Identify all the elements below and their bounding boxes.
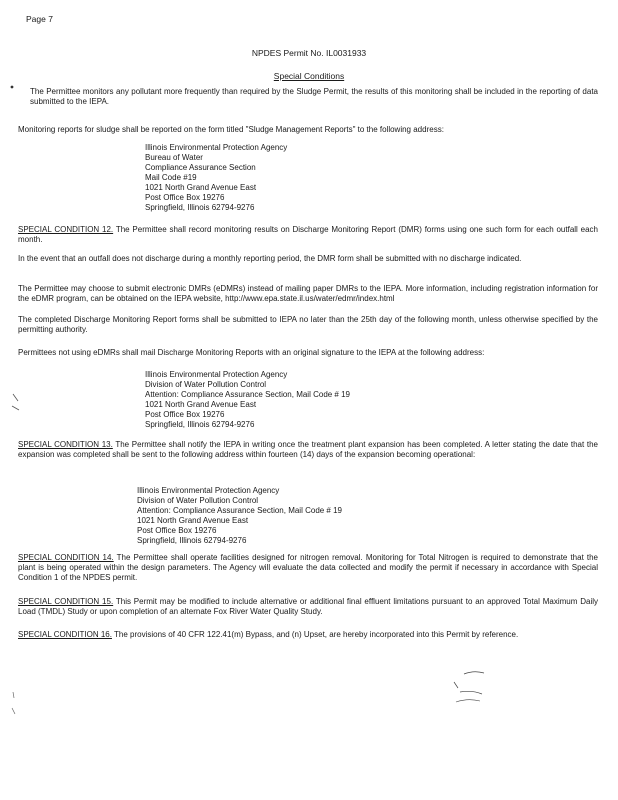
address-block-sludge [145,143,445,213]
condition-text: The Permittee shall notify the IEPA in writing once the treatment plant expansion has been completed. A letter stating the date that the expansion was completed shall be sent to the following address within fourteen (14) days of the expansion becoming operational: [18,440,598,459]
address-line: Mail Code #19 [145,173,197,182]
condition-label: SPECIAL CONDITION 15. [18,597,114,606]
address-line: 1021 North Grand Avenue East [145,183,257,192]
condition-text: The Permittee shall operate facilities designed for nitrogen removal. Monitoring for Total Nitrogen is required to demonstrate that the plant is being operated within the design parameters. The Agency will evaluate the data collected and modify the permit if necessary in accordance with Special Condition 1 of the NPDES permit. [18,553,599,582]
condition-label: SPECIAL CONDITION 16. [18,630,112,639]
page-number: Page 7 [26,14,53,24]
address-line: Illinois Environmental Protection Agency [137,486,280,495]
scan-mark-icon [10,690,18,720]
address-line: 1021 North Grand Avenue East [137,516,249,525]
paragraph-completed-dmr: The completed Discharge Monitoring Report forms shall be submitted to IEPA no later than the 25th day of the following month, unless otherwise specified by the permitting authority. [18,315,598,334]
address-line: Bureau of Water [145,153,203,162]
initials-signature-icon [450,668,510,708]
address-line: 1021 North Grand Avenue East [145,400,257,409]
special-condition-16 [18,630,598,640]
address-line: Attention: Compliance Assurance Section, Mail Code # 19 [145,390,351,399]
condition-label: SPECIAL CONDITION 14. [18,553,114,562]
condition-label: SPECIAL CONDITION 13. [18,440,113,449]
section-title: Special Conditions [273,71,345,81]
special-condition-13 [18,440,598,460]
paragraph-sludge-reports: Monitoring reports for sludge shall be reported on the form titled "Sludge Management Reports" to the following address: [18,125,444,134]
special-condition-15 [18,597,598,617]
paragraph-paper-dmr: Permittees not using eDMRs shall mail Discharge Monitoring Reports with an original signature to the IEPA at the following address: [18,348,485,357]
address-block-dmr [145,370,465,430]
address-block-expansion [137,486,457,546]
paragraph-edmr: The Permittee may choose to submit electronic DMRs (eDMRs) instead of mailing paper DMRs to the IEPA. More information, including registration information for the eDMR program, can be obtained on the IEPA website, http://www.epa.state.il.us/water/edmr/index.html [18,284,598,303]
condition-text: The Permittee shall record monitoring results on Discharge Monitoring Report (DMR) forms using one such form for each outfall each month. [18,225,598,244]
condition-text: This Permit may be modified to include alternative or additional final effluent limitations pursuant to an approved Total Maximum Daily Load (TMDL) Study or upon completion of an alternate Fox River Water Quality Study. [18,597,599,616]
special-condition-14 [18,553,598,583]
address-line: Compliance Assurance Section [145,163,256,172]
paragraph-monitoring: The Permittee monitors any pollutant more frequently than required by the Sludge Permit, the results of this monitoring shall be included in the reporting of data submitted to the IEPA. [30,87,598,106]
scan-mark-icon [10,392,22,414]
condition-label: SPECIAL CONDITION 12. [18,225,114,234]
paragraph-no-discharge: In the event that an outfall does not discharge during a monthly reporting period, the DMR form shall be submitted with no discharge indicated. [18,254,522,263]
address-line: Post Office Box 19276 [145,193,225,202]
address-line: Post Office Box 19276 [137,526,217,535]
permit-title: NPDES Permit No. IL0031933 [251,48,367,58]
scan-mark-icon [10,85,14,89]
address-line: Springfield, Illinois 62794-9276 [137,536,247,545]
address-line: Post Office Box 19276 [145,410,225,419]
condition-text: The provisions of 40 CFR 122.41(m) Bypass, and (n) Upset, are hereby incorporated into this Permit by reference. [111,630,519,639]
special-condition-12 [18,225,598,245]
address-line: Illinois Environmental Protection Agency [145,143,288,152]
address-line: Springfield, Illinois 62794-9276 [145,420,255,429]
address-line: Division of Water Pollution Control [137,496,259,505]
address-line: Illinois Environmental Protection Agency [145,370,288,379]
address-line: Division of Water Pollution Control [145,380,267,389]
address-line: Springfield, Illinois 62794-9276 [145,203,255,212]
address-line: Attention: Compliance Assurance Section, Mail Code # 19 [137,506,343,515]
